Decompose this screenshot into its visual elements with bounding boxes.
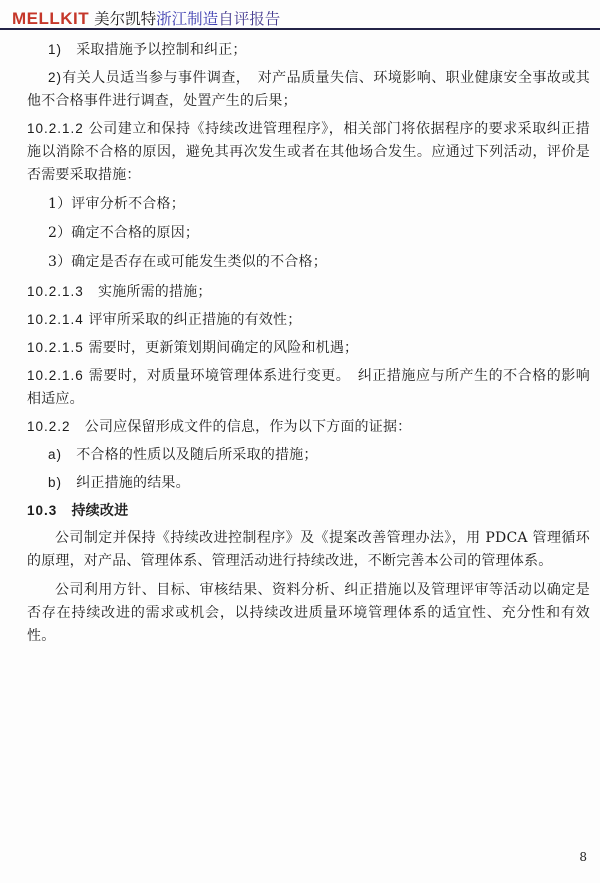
header-title-report: 自评报告	[218, 10, 281, 28]
section-text: 公司应保留形成文件的信息，作为以下方面的证据：	[70, 419, 412, 435]
list-marker: b)	[48, 475, 63, 490]
section-10-2-1-2	[27, 117, 590, 187]
header-title-zhejiang: 浙江制造	[156, 10, 219, 28]
section-number: 10.2.1.6	[27, 368, 84, 383]
paragraph-improvement	[27, 579, 590, 648]
section-number: 10.2.1.2	[27, 121, 84, 136]
list-item-control-correct	[27, 38, 590, 62]
list-item-text: 纠正措施的结果。	[62, 475, 190, 491]
paragraph-text: 公司制定并保持《持续改进控制程序》及《提案改善管理办法》，用 PDCA 管理循环的原理，对产品、管理体系、管理活动进行持续改进，不断完善本公司的管理体系。	[27, 530, 590, 569]
section-text: 需要时，对质量环境管理体系进行变更。 纠正措施应与所产生的不合格的影响相适应。	[27, 368, 590, 407]
list-marker: 1)	[48, 42, 63, 57]
sub-list-item-review	[27, 193, 590, 216]
evidence-item-b	[27, 471, 590, 495]
section-text: 实施所需的措施；	[83, 284, 212, 300]
section-text: 评审所采取的纠正措施的有效性；	[83, 312, 302, 328]
list-marker: 2)	[48, 70, 63, 85]
section-10-2-1-5	[27, 336, 590, 360]
list-item-text: 采取措施予以控制和纠正；	[62, 42, 247, 58]
section-10-2-1-4	[27, 308, 590, 332]
section-number: 10.3	[27, 503, 58, 518]
section-heading-text: 持续改进	[57, 503, 129, 519]
section-number: 10.2.1.4	[27, 312, 84, 327]
evidence-item-a	[27, 443, 590, 467]
list-item-text: 有关人员适当参与事件调查， 对产品质量失信、环境影响、职业健康安全事故或其他不合格事件进行调查，处置产生的后果；	[27, 70, 590, 109]
list-item-text: 不合格的性质以及随后所采取的措施；	[62, 447, 318, 463]
section-number: 10.2.1.3	[27, 284, 84, 299]
list-item-incident-investigation	[27, 66, 590, 113]
section-10-2-1-3	[27, 280, 590, 304]
sub-list-item-cause	[27, 222, 590, 245]
list-item-text: 2）确定不合格的原因；	[48, 225, 200, 241]
list-marker: a)	[48, 447, 63, 462]
page-number: 8	[579, 850, 587, 864]
paragraph-text: 公司利用方针、目标、审核结果、资料分析、纠正措施以及管理评审等活动以确定是否存在持续改进的需求或机会，以持续改进质量环境管理体系的适宜性、充分性和有效性。	[27, 582, 590, 644]
section-text: 公司建立和保持《持续改进管理程序》，相关部门将依据程序的要求采取纠正措施以消除不合格的原因，避免其再次发生或者在其他场合发生。应通过下列活动，评价是否需要采取措施：	[27, 121, 590, 183]
header-title-company: 美尔凯特	[94, 10, 157, 28]
document-body	[27, 38, 590, 652]
section-10-2-1-6	[27, 364, 590, 411]
section-10-2-2	[27, 415, 590, 439]
section-number: 10.2.2	[27, 419, 71, 434]
section-number: 10.2.1.5	[27, 340, 84, 355]
page-header	[0, 0, 600, 30]
section-heading-10-3	[27, 499, 590, 523]
brand-logo-text: MELLKIT	[12, 9, 90, 28]
sub-list-item-similar	[27, 251, 590, 274]
list-item-text: 1）评审分析不合格；	[48, 196, 185, 212]
section-text: 需要时，更新策划期间确定的风险和机遇；	[83, 340, 359, 356]
list-item-text: 3）确定是否存在或可能发生类似的不合格；	[48, 254, 327, 270]
paragraph-pdca	[27, 527, 590, 573]
